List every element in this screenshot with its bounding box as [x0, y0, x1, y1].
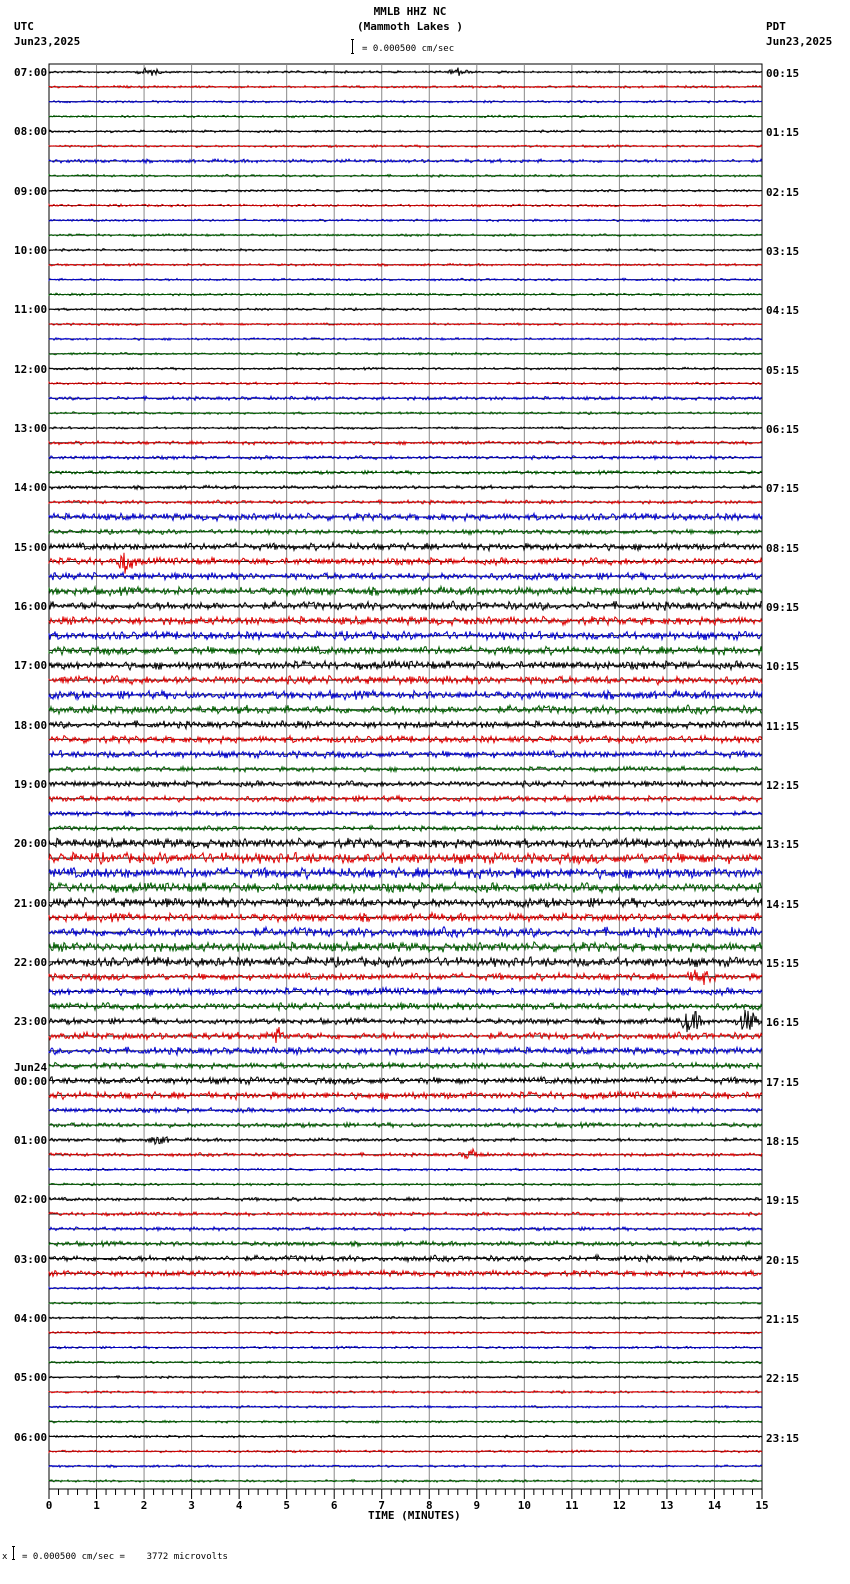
x-tick-label: 15 — [755, 1499, 769, 1512]
utc-hour-label: 21:00 — [14, 896, 48, 910]
pdt-hour-label: 21:15 — [766, 1312, 800, 1326]
footer-scale-text: = 0.000500 cm/sec = 3772 microvolts — [22, 1552, 228, 1562]
utc-hour-label: 22:00 — [14, 955, 48, 969]
utc-hour-label: 12:00 — [14, 362, 48, 376]
x-tick-label: 14 — [707, 1499, 722, 1512]
utc-hour-label: 23:00 — [14, 1015, 48, 1029]
utc-hour-label: 08:00 — [14, 125, 48, 139]
scale-text: = 0.000500 cm/sec — [362, 44, 455, 54]
pdt-hour-label: 03:15 — [766, 244, 800, 258]
left-timezone: UTC — [14, 20, 34, 33]
x-tick-label: 3 — [188, 1499, 195, 1512]
pdt-hour-label: 09:15 — [766, 600, 800, 614]
x-tick-label: 9 — [473, 1499, 481, 1512]
pdt-hour-label: 19:15 — [766, 1194, 800, 1208]
pdt-hour-label: 22:15 — [766, 1372, 800, 1386]
footer-prefix: x — [2, 1552, 8, 1562]
pdt-hour-label: 05:15 — [766, 363, 800, 377]
utc-hour-label: 18:00 — [14, 718, 48, 732]
utc-hour-label: 11:00 — [14, 303, 48, 317]
x-tick-label: 0 — [45, 1499, 53, 1512]
right-date: Jun23,2025 — [766, 35, 833, 48]
pdt-hour-label: 18:15 — [766, 1134, 800, 1148]
pdt-hour-label: 10:15 — [766, 660, 800, 674]
pdt-hour-label: 00:15 — [766, 67, 800, 80]
x-tick-label: 12 — [612, 1499, 627, 1512]
utc-hour-label: 14:00 — [14, 481, 48, 495]
utc-hour-label: 06:00 — [14, 1430, 48, 1444]
utc-hour-label: 10:00 — [14, 243, 48, 257]
utc-hour-label: 13:00 — [14, 421, 48, 435]
pdt-hour-label: 23:15 — [766, 1431, 800, 1445]
utc-hour-label: 04:00 — [14, 1311, 48, 1325]
pdt-hour-label: 07:15 — [766, 482, 800, 496]
x-tick-label: 5 — [283, 1499, 290, 1512]
utc-hour-label: 20:00 — [14, 837, 48, 851]
pdt-hour-label: 12:15 — [766, 778, 800, 792]
footer-scale-bar-icon — [12, 1546, 15, 1560]
pdt-hour-label: 01:15 — [766, 126, 800, 140]
pdt-hour-label: 13:15 — [766, 838, 800, 852]
pdt-hour-label: 16:15 — [766, 1016, 800, 1030]
utc-hour-label: 09:00 — [14, 184, 48, 198]
left-date: Jun23,2025 — [14, 35, 81, 48]
x-tick-label: 4 — [235, 1499, 243, 1512]
x-tick-label: 7 — [378, 1499, 386, 1512]
pdt-hour-label: 11:15 — [766, 719, 800, 733]
utc-date-change-label: Jun24 — [14, 1060, 48, 1074]
utc-hour-label: 01:00 — [14, 1133, 48, 1147]
x-tick-label: 6 — [330, 1499, 338, 1512]
pdt-hour-label: 06:15 — [766, 422, 800, 436]
x-tick-label: 13 — [660, 1499, 674, 1512]
pdt-hour-label: 15:15 — [766, 956, 800, 970]
utc-hour-label: 17:00 — [14, 659, 48, 673]
utc-hour-label: 19:00 — [14, 777, 48, 791]
utc-hour-label: 03:00 — [14, 1252, 48, 1266]
right-timezone: PDT — [766, 20, 786, 33]
pdt-hour-label: 08:15 — [766, 541, 800, 555]
utc-hour-label: 16:00 — [14, 599, 48, 613]
pdt-hour-label: 17:15 — [766, 1075, 800, 1089]
utc-hour-label: 02:00 — [14, 1193, 48, 1207]
x-tick-label: 11 — [565, 1499, 579, 1512]
utc-hour-label: 00:00 — [14, 1074, 48, 1088]
x-tick-label: 8 — [425, 1499, 433, 1512]
x-tick-label: 2 — [140, 1499, 148, 1512]
utc-hour-label: 07:00 — [14, 66, 48, 79]
pdt-hour-label: 14:15 — [766, 897, 800, 911]
pdt-hour-label: 20:15 — [766, 1253, 800, 1267]
station-title: MMLB HHZ NC — [373, 5, 447, 18]
x-tick-label: 1 — [93, 1499, 100, 1512]
utc-hour-label: 05:00 — [14, 1371, 48, 1385]
x-axis-label: TIME (MINUTES) — [368, 1509, 461, 1522]
pdt-hour-label: 02:15 — [766, 185, 800, 199]
station-location: (Mammoth Lakes ) — [357, 20, 463, 33]
x-tick-label: 10 — [517, 1499, 531, 1512]
pdt-hour-label: 04:15 — [766, 304, 800, 318]
utc-hour-label: 15:00 — [14, 540, 48, 554]
